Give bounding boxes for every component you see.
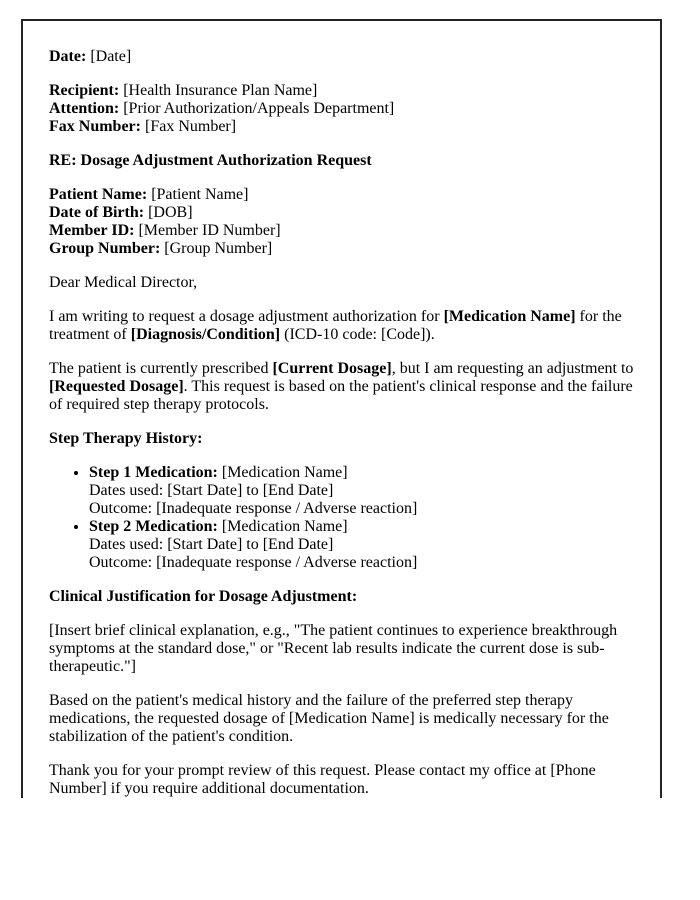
text-run: Outcome: [Inadequate response / Adverse reaction] xyxy=(89,554,418,571)
text-line xyxy=(49,186,634,204)
text-line xyxy=(49,100,634,118)
text-run: [Medication Name] xyxy=(217,518,348,535)
list-item-line xyxy=(89,500,634,518)
dosage-paragraph xyxy=(49,360,634,414)
step-therapy-item xyxy=(89,518,634,572)
text-run: [DOB] xyxy=(144,204,193,221)
subject-line xyxy=(49,152,634,170)
list-item-line xyxy=(89,554,634,572)
text-line xyxy=(49,204,634,222)
bold-text-run: Patient Name: xyxy=(49,186,148,203)
list-item-line xyxy=(89,518,634,536)
text-run: [Medication Name] xyxy=(217,464,348,481)
medical-necessity-paragraph xyxy=(49,692,634,746)
bold-text-run: RE: Dosage Adjustment Authorization Request xyxy=(49,152,372,169)
text-line xyxy=(49,48,634,66)
text-run: Outcome: [Inadequate response / Adverse reaction] xyxy=(89,500,418,517)
bold-text-run: Step 2 Medication: xyxy=(89,518,218,535)
text-line xyxy=(49,118,634,136)
text-run: for the treatment of xyxy=(49,308,622,343)
text-run: [Group Number] xyxy=(160,240,273,257)
clinical-justification-heading xyxy=(49,588,634,606)
text-run: [Date] xyxy=(86,48,132,65)
step-therapy-heading xyxy=(49,430,634,448)
salutation xyxy=(49,274,634,292)
bold-text-run: Group Number: xyxy=(49,240,161,257)
clinical-explanation-paragraph xyxy=(49,622,634,676)
text-run: [Prior Authorization/Appeals Department] xyxy=(119,100,395,117)
bold-text-run: Attention: xyxy=(49,100,120,117)
bold-text-run: Fax Number: xyxy=(49,118,141,135)
step-therapy-item xyxy=(89,464,634,518)
text-run: [Member ID Number] xyxy=(134,222,281,239)
bold-text-run: [Current Dosage] xyxy=(272,360,392,377)
text-line xyxy=(49,152,634,170)
bold-text-run: Step 1 Medication: xyxy=(89,464,218,481)
date-line xyxy=(49,48,634,66)
text-run: Dates used: [Start Date] to [End Date] xyxy=(89,536,334,553)
step-therapy-list xyxy=(49,464,634,572)
list-item-line xyxy=(89,464,634,482)
bold-text-run: Clinical Justification for Dosage Adjustment: xyxy=(49,588,358,605)
text-run: Based on the patient's medical history and the failure of the preferred step therapy medications, the requested dosage of [Medication Name] is medically necessary for the stabilization of the patient's condition. xyxy=(49,692,609,745)
text-line xyxy=(49,240,634,258)
bold-text-run: Date of Birth: xyxy=(49,204,145,221)
text-run: . This request is based on the patient's clinical response and the failure of required step therapy protocols. xyxy=(49,378,633,413)
bold-text-run: Date: xyxy=(49,48,87,65)
text-run: [Insert brief clinical explanation, e.g., "The patient continues to experience breakthrough symptoms at the standard dose," or "Recent lab results indicate the current dose is sub-therapeutic."] xyxy=(49,622,618,675)
bold-text-run: Step Therapy History: xyxy=(49,430,203,447)
text-line xyxy=(49,82,634,100)
patient-info-block xyxy=(49,186,634,258)
bold-text-run: [Medication Name] xyxy=(443,308,576,325)
intro-paragraph xyxy=(49,308,634,344)
text-run: I am writing to request a dosage adjustment authorization for xyxy=(49,308,444,325)
list-item-line xyxy=(89,536,634,554)
bold-text-run: Recipient: xyxy=(49,82,120,99)
list-item-line xyxy=(89,482,634,500)
text-run: The patient is currently prescribed xyxy=(49,360,273,377)
text-line xyxy=(49,222,634,240)
bold-text-run: Member ID: xyxy=(49,222,135,239)
letter-document xyxy=(21,19,662,798)
text-run: Dates used: [Start Date] to [End Date] xyxy=(89,482,334,499)
bold-text-run: [Requested Dosage] xyxy=(49,378,184,395)
letter-body xyxy=(49,48,634,798)
text-run: [Health Insurance Plan Name] xyxy=(119,82,318,99)
text-run: [Fax Number] xyxy=(140,118,237,135)
bold-text-run: [Diagnosis/Condition] xyxy=(130,326,281,343)
recipient-block xyxy=(49,82,634,136)
text-run: Dear Medical Director, xyxy=(49,274,198,291)
text-run: (ICD-10 code: [Code]). xyxy=(280,326,435,343)
text-run: Thank you for your prompt review of this request. Please contact my office at [Phone Number] if you require additional documentation. xyxy=(49,762,596,797)
closing-paragraph xyxy=(49,762,634,798)
text-run: [Patient Name] xyxy=(147,186,249,203)
text-run: , but I am requesting an adjustment to xyxy=(391,360,634,377)
